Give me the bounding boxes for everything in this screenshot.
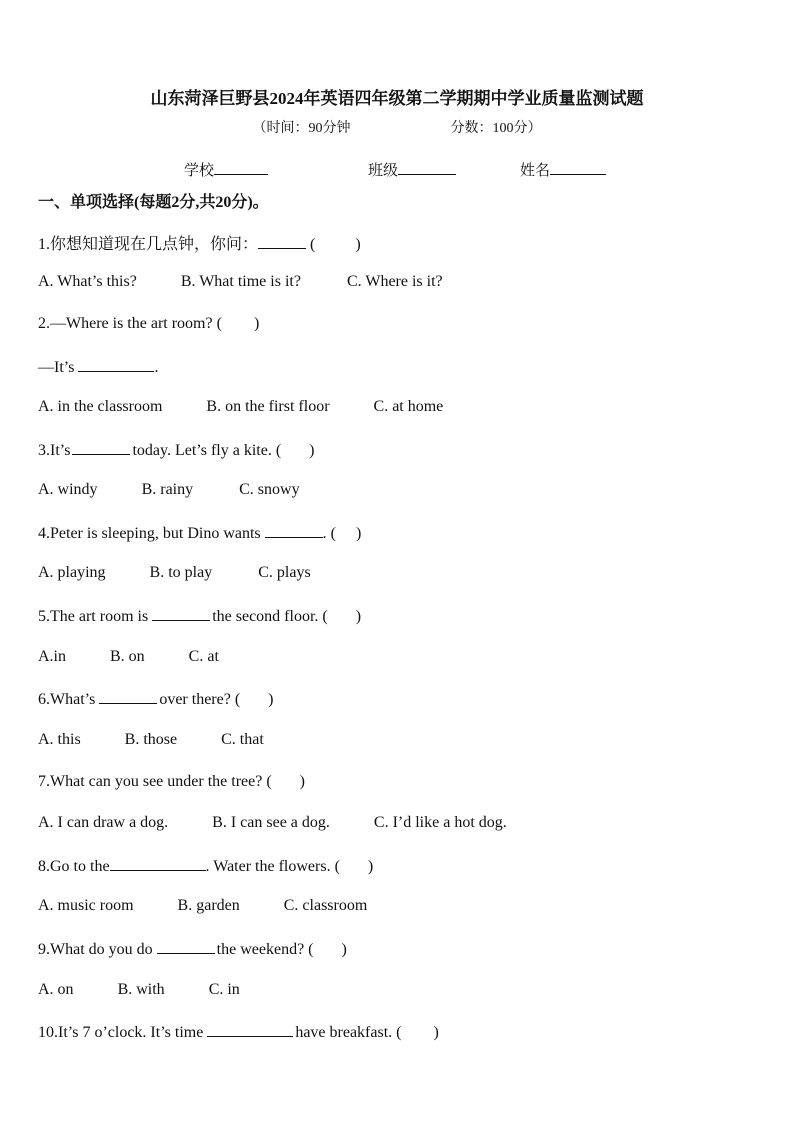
option-c[interactable]: C. Where is it? <box>346 273 443 290</box>
question-stem-text: . Water the flowers. <box>205 858 331 875</box>
answer-blank[interactable] <box>265 523 323 538</box>
option-a[interactable]: A. What’s this? <box>38 273 137 290</box>
class-label: 班级 <box>368 163 399 179</box>
answer-blank[interactable] <box>72 440 130 455</box>
option-a[interactable]: A. music room <box>38 897 134 914</box>
question-stem-text: have breakfast. <box>295 1024 393 1041</box>
time-limit: （时间：90分钟 <box>252 121 351 136</box>
option-b[interactable]: B. with <box>117 981 165 998</box>
option-b[interactable]: B. garden <box>177 897 240 914</box>
option-a[interactable]: A. windy <box>38 481 98 498</box>
page-title: 山东菏泽巨野县2024年英语四年级第二学期期中学业质量监测试题 <box>150 89 644 108</box>
name-blank[interactable] <box>550 160 606 175</box>
question-8-stem <box>38 856 373 876</box>
answer-bracket[interactable]: ( ) <box>334 858 374 875</box>
option-c[interactable]: C. classroom <box>283 897 368 914</box>
option-b[interactable]: B. to play <box>149 564 213 581</box>
question-stem-text: 5.The art room is <box>38 608 149 625</box>
question-stem-text: 2.—Where is the art room? ( <box>38 315 222 332</box>
question-2-options <box>38 398 443 416</box>
question-6-stem <box>38 689 274 709</box>
class-field <box>368 159 456 180</box>
question-stem-text: 6.What’s <box>38 691 96 708</box>
option-a[interactable]: A. playing <box>38 564 106 581</box>
question-10-stem <box>38 1022 439 1042</box>
option-c[interactable]: C. at home <box>373 398 444 415</box>
school-blank[interactable] <box>214 160 268 175</box>
option-b[interactable]: B. on <box>110 648 145 665</box>
answer-bracket[interactable]: ( ) <box>266 773 305 790</box>
school-field <box>184 159 268 180</box>
option-a[interactable]: A. this <box>38 731 81 748</box>
answer-bracket[interactable]: ( ) <box>396 1024 439 1041</box>
question-2-stem <box>38 315 259 333</box>
answer-bracket[interactable]: ( ) <box>308 941 347 958</box>
question-stem-text: 10.It’s 7 o’clock. It’s time <box>38 1024 204 1041</box>
question-1-options <box>38 273 443 291</box>
question-5-stem <box>38 606 361 626</box>
option-a[interactable]: A. in the classroom <box>38 398 163 415</box>
option-c[interactable]: C. plays <box>258 564 311 581</box>
question-1-stem <box>38 231 361 254</box>
option-b[interactable]: B. What time is it? <box>180 273 301 290</box>
question-5-options <box>38 648 219 666</box>
question-8-options <box>38 897 367 915</box>
answer-blank[interactable] <box>258 234 306 249</box>
answer-blank[interactable] <box>99 689 157 704</box>
total-score: 分数：100分） <box>450 121 542 136</box>
answer-bracket[interactable]: ( ) <box>234 691 274 708</box>
answer-bracket[interactable]: ( ) <box>330 525 362 542</box>
answer-blank[interactable] <box>78 357 154 372</box>
question-9-stem <box>38 939 347 959</box>
name-label: 姓名 <box>520 163 551 179</box>
question-2-reply <box>38 357 158 377</box>
answer-blank[interactable] <box>157 939 215 954</box>
question-stem-text: today. Let’s fly a kite. <box>132 442 272 459</box>
option-a[interactable]: A. I can draw a dog. <box>38 814 169 831</box>
reply-text: —It’s <box>38 359 75 376</box>
question-9-options <box>38 981 240 999</box>
reply-punct: . <box>154 359 159 376</box>
answer-bracket[interactable]: ) <box>221 315 260 332</box>
question-stem-text: the weekend? <box>216 941 305 958</box>
option-a[interactable]: A. on <box>38 981 74 998</box>
class-blank[interactable] <box>398 160 456 175</box>
answer-bracket[interactable]: ( ) <box>322 608 362 625</box>
question-3-options <box>38 481 300 499</box>
option-c[interactable]: C. in <box>208 981 240 998</box>
answer-blank[interactable] <box>207 1022 293 1037</box>
question-stem-text: 3.It’s <box>38 442 71 459</box>
question-stem-text: 9.What do you do <box>38 941 153 958</box>
option-b[interactable]: B. rainy <box>141 481 194 498</box>
question-stem-text: over there? <box>159 691 231 708</box>
exam-meta <box>0 117 794 137</box>
question-7-stem <box>38 773 305 791</box>
question-stem-text: . <box>322 525 327 542</box>
answer-bracket[interactable]: ( ) <box>310 236 361 253</box>
option-a[interactable]: A.in <box>38 648 66 665</box>
question-stem-text: 8.Go to the <box>38 858 110 875</box>
option-c[interactable]: C. at <box>188 648 219 665</box>
answer-bracket[interactable]: ( ) <box>275 442 315 459</box>
question-stem-text: 1.你想知道现在几点钟，你问： <box>38 236 259 253</box>
question-4-options <box>38 564 311 582</box>
option-c[interactable]: C. snowy <box>239 481 300 498</box>
answer-blank[interactable] <box>110 856 206 871</box>
question-7-options <box>38 814 507 832</box>
question-stem-text: 4.Peter is sleeping, but Dino wants <box>38 525 261 542</box>
option-c[interactable]: C. I’d like a hot dog. <box>373 814 507 831</box>
question-stem-text: 7.What can you see under the tree? <box>38 773 263 790</box>
question-4-stem <box>38 523 361 543</box>
option-b[interactable]: B. I can see a dog. <box>212 814 330 831</box>
answer-blank[interactable] <box>152 606 210 621</box>
section-heading: 一、单项选择(每题2分,共20分)。 <box>38 194 269 211</box>
school-label: 学校 <box>184 163 215 179</box>
option-b[interactable]: B. those <box>124 731 178 748</box>
question-stem-text: the second floor. <box>212 608 319 625</box>
option-c[interactable]: C. that <box>221 731 264 748</box>
question-3-stem <box>38 440 314 460</box>
question-6-options <box>38 731 264 749</box>
option-b[interactable]: B. on the first floor <box>206 398 330 415</box>
name-field <box>520 159 606 180</box>
